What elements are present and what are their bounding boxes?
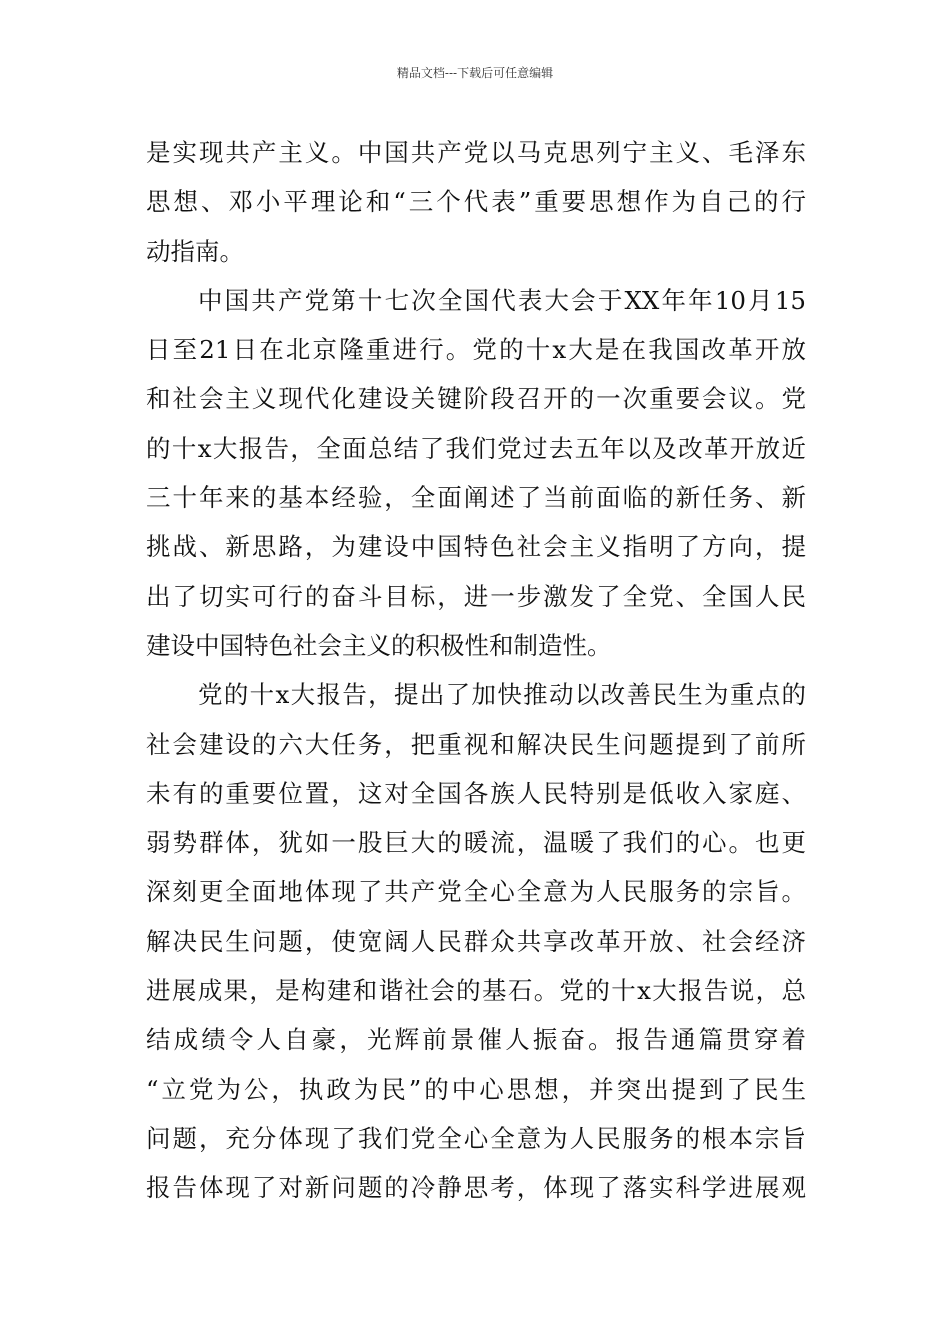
document-body (146, 128, 806, 1213)
text-line: 思想、邓小平理论和“三个代表”重要思想作为自己的行 (146, 187, 806, 217)
text-line: “立党为公，执政为民”的中心思想，并突出提到了民生 (146, 1074, 806, 1104)
text-line: 社会建设的六大任务，把重视和解决民生问题提到了前所 (146, 729, 806, 759)
text-line: 报告体现了对新问题的冷静思考，体现了落实科学进展观 (146, 1173, 806, 1203)
text-line: 结成绩令人自豪，光辉前景催人振奋。报告通篇贯穿着 (146, 1025, 806, 1055)
text-line: 建设中国特色社会主义的积极性和制造性。 (146, 630, 612, 660)
text-line: 中国共产党第十七次全国代表大会于XX年年10月15 (198, 285, 806, 315)
text-line: 挑战、新思路，为建设中国特色社会主义指明了方向，提 (146, 532, 806, 562)
text-line: 问题，充分体现了我们党全心全意为人民服务的根本宗旨 (146, 1123, 806, 1153)
text-line: 和社会主义现代化建设关键阶段召开的一次重要会议。党 (146, 384, 806, 414)
text-line: 三十年来的基本经验，全面阐述了当前面临的新任务、新 (146, 483, 806, 513)
text-line: 未有的重要位置，这对全国各族人民特别是低收入家庭、 (146, 778, 806, 808)
paragraph (146, 670, 806, 1212)
text-line: 解决民生问题，使宽阔人民群众共享改革开放、社会经济 (146, 926, 806, 956)
text-line: 是实现共产主义。中国共产党以马克思列宁主义、毛泽东 (146, 138, 806, 167)
text-line: 党的十x大报告，提出了加快推动以改善民生为重点的 (198, 680, 806, 710)
text-line: 的十x大报告，全面总结了我们党过去五年以及改革开放近 (146, 433, 806, 463)
text-line: 动指南。 (146, 236, 244, 266)
text-line: 弱势群体，犹如一股巨大的暖流，温暖了我们的心。也更 (146, 828, 806, 858)
paragraph (146, 128, 806, 276)
text-line: 日至21日在北京隆重进行。党的十x大是在我国改革开放 (146, 335, 806, 365)
text-line: 进展成果，是构建和谐社会的基石。党的十x大报告说，总 (146, 976, 806, 1006)
text-line: 出了切实可行的奋斗目标，进一步激发了全党、全国人民 (146, 581, 806, 611)
paragraph (146, 276, 806, 670)
text-line: 深刻更全面地体现了共产党全心全意为人民服务的宗旨。 (146, 877, 806, 907)
page-header: 精品文档---下载后可任意编辑 (396, 66, 554, 80)
